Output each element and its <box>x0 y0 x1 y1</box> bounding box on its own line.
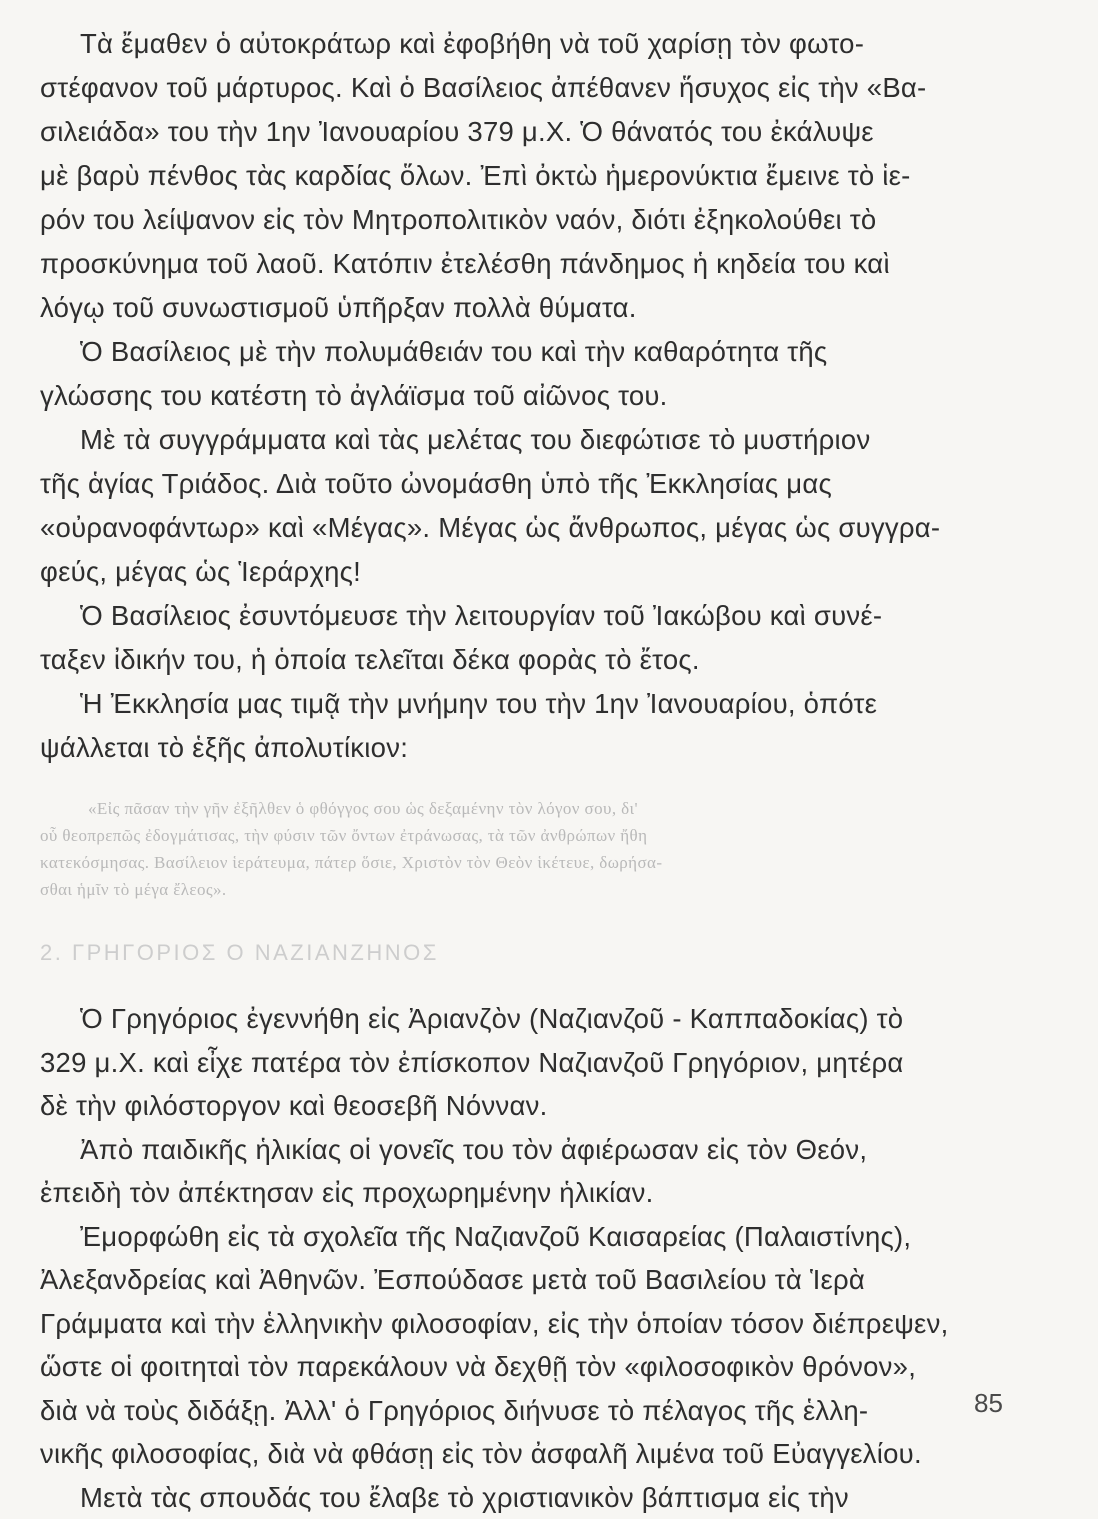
quote-line: σθαι ἡμῖν τὸ μέγα ἔλεος». <box>40 876 1012 903</box>
text-line: σιλειάδα» του τὴν 1ην Ἰανουαρίου 379 μ.Χ. Ὁ θάνατός του ἐκάλυψε <box>40 110 1012 154</box>
text-line: λόγῳ τοῦ συνωστισμοῦ ὑπῆρξαν πολλὰ θύματα. <box>40 286 1012 330</box>
apolytikion-quote <box>40 795 1012 903</box>
text-block-basil <box>40 22 1012 770</box>
quote-line: οὗ θεοπρεπῶς ἐδογμάτισας, τὴν φύσιν τῶν ὄντων ἐτράνωσας, τὰ τῶν ἀνθρώπων ἤθη <box>40 822 1012 849</box>
text-line: στέφανον τοῦ μάρτυρος. Καὶ ὁ Βασίλειος ἀπέθανεν ἥσυχος εἰς τὴν «Βα- <box>40 66 1012 110</box>
text-line: Γράμματα καὶ τὴν ἑλληνικὴν φιλοσοφίαν, εἰς τὴν ὁποίαν τόσον διέπρεψεν, <box>40 1302 1012 1346</box>
text-line: Ὁ Βασίλειος ἐσυντόμευσε τὴν λειτουργίαν τοῦ Ἰακώβου καὶ συνέ- <box>40 594 1012 638</box>
text-line: νικῆς φιλοσοφίας, διὰ νὰ φθάσῃ εἰς τὸν ἀσφαλῆ λιμένα τοῦ Εὐαγγελίου. <box>40 1432 1012 1476</box>
text-line: μὲ βαρὺ πένθος τὰς καρδίας ὅλων. Ἐπὶ ὀκτὼ ἡμερονύκτια ἔμεινε τὸ ἱε- <box>40 154 1012 198</box>
text-line: Ἀπὸ παιδικῆς ἡλικίας οἱ γονεῖς του τὸν ἀφιέρωσαν εἰς τὸν Θεόν, <box>40 1128 1012 1172</box>
text-line: Ἐμορφώθη εἰς τὰ σχολεῖα τῆς Ναζιανζοῦ Καισαρείας (Παλαιστίνης), <box>40 1215 1012 1259</box>
text-line: φεύς, μέγας ὡς Ἱεράρχης! <box>40 550 1012 594</box>
text-line: διὰ νὰ τοὺς διδάξῃ. Ἀλλ' ὁ Γρηγόριος διήνυσε τὸ πέλαγος τῆς ἑλλη- <box>40 1389 1012 1433</box>
text-line: γλώσσης του κατέστη τὸ ἀγλάϊσμα τοῦ αἰῶνος του. <box>40 374 1012 418</box>
text-line: Ὁ Γρηγόριος ἐγεννήθη εἰς Ἀριανζὸν (Ναζιανζοῦ - Καππαδοκίας) τὸ <box>40 997 1012 1041</box>
text-line: ταξεν ἰδικήν του, ἡ ὁποία τελεῖται δέκα φορὰς τὸ ἔτος. <box>40 638 1012 682</box>
text-line: Μὲ τὰ συγγράμματα καὶ τὰς μελέτας του διεφώτισε τὸ μυστήριον <box>40 418 1012 462</box>
text-line: τῆς ἁγίας Τριάδος. Διὰ τοῦτο ὠνομάσθη ὑπὸ τῆς Ἐκκλησίας μας <box>40 462 1012 506</box>
text-line: Ἀλεξανδρείας καὶ Ἀθηνῶν. Ἐσπούδασε μετὰ τοῦ Βασιλείου τὰ Ἱερὰ <box>40 1258 1012 1302</box>
quote-line: κατεκόσμησας. Βασίλειον ἱεράτευμα, πάτερ ὅσιε, Χριστὸν τὸν Θεὸν ἱκέτευε, δωρήσα- <box>40 849 1012 876</box>
text-line: ψάλλεται τὸ ἑξῆς ἀπολυτίκιον: <box>40 726 1012 770</box>
text-line: Ἡ Ἐκκλησία μας τιμᾷ τὴν μνήμην του τὴν 1ην Ἰανουαρίου, ὁπότε <box>40 682 1012 726</box>
page <box>40 22 1012 1519</box>
text-line: ἐπειδὴ τὸν ἀπέκτησαν εἰς προχωρημένην ἡλικίαν. <box>40 1171 1012 1215</box>
text-line: ρόν του λείψανον εἰς τὸν Μητροπολιτικὸν ναόν, διότι ἐξηκολούθει τὸ <box>40 198 1012 242</box>
text-line: «οὐρανοφάντωρ» καὶ «Μέγας». Μέγας ὡς ἄνθρωπος, μέγας ὡς συγγρα- <box>40 506 1012 550</box>
text-line: προσκύνημα τοῦ λαοῦ. Κατόπιν ἐτελέσθη πάνδημος ἡ κηδεία του καὶ <box>40 242 1012 286</box>
page-number: 85 <box>974 1388 1003 1419</box>
quote-line: «Εἰς πᾶσαν τὴν γῆν ἐξῆλθεν ὁ φθόγγος σου ὡς δεξαμένην τὸν λόγον σου, δι' <box>40 795 1012 822</box>
text-line: Ὁ Βασίλειος μὲ τὴν πολυμάθειάν του καὶ τὴν καθαρότητα τῆς <box>40 330 1012 374</box>
section-heading: 2. ΓΡΗΓΟΡΙΟΣ Ο ΝΑΖΙΑΝΖΗΝΟΣ <box>40 933 1012 973</box>
text-block-gregory <box>40 997 1012 1519</box>
text-line: 329 μ.Χ. καὶ εἶχε πατέρα τὸν ἐπίσκοπον Ναζιανζοῦ Γρηγόριον, μητέρα <box>40 1041 1012 1085</box>
text-line: δὲ τὴν φιλόστοργον καὶ θεοσεβῆ Νόνναν. <box>40 1084 1012 1128</box>
text-line: ὥστε οἱ φοιτηταὶ τὸν παρεκάλουν νὰ δεχθῇ τὸν «φιλοσοφικὸν θρόνον», <box>40 1345 1012 1389</box>
text-line: Τὰ ἔμαθεν ὁ αὐτοκράτωρ καὶ ἐφοβήθη νὰ τοῦ χαρίσῃ τὸν φωτο- <box>40 22 1012 66</box>
text-line: Μετὰ τὰς σπουδάς του ἔλαβε τὸ χριστιανικὸν βάπτισμα εἰς τὴν <box>40 1476 1012 1519</box>
